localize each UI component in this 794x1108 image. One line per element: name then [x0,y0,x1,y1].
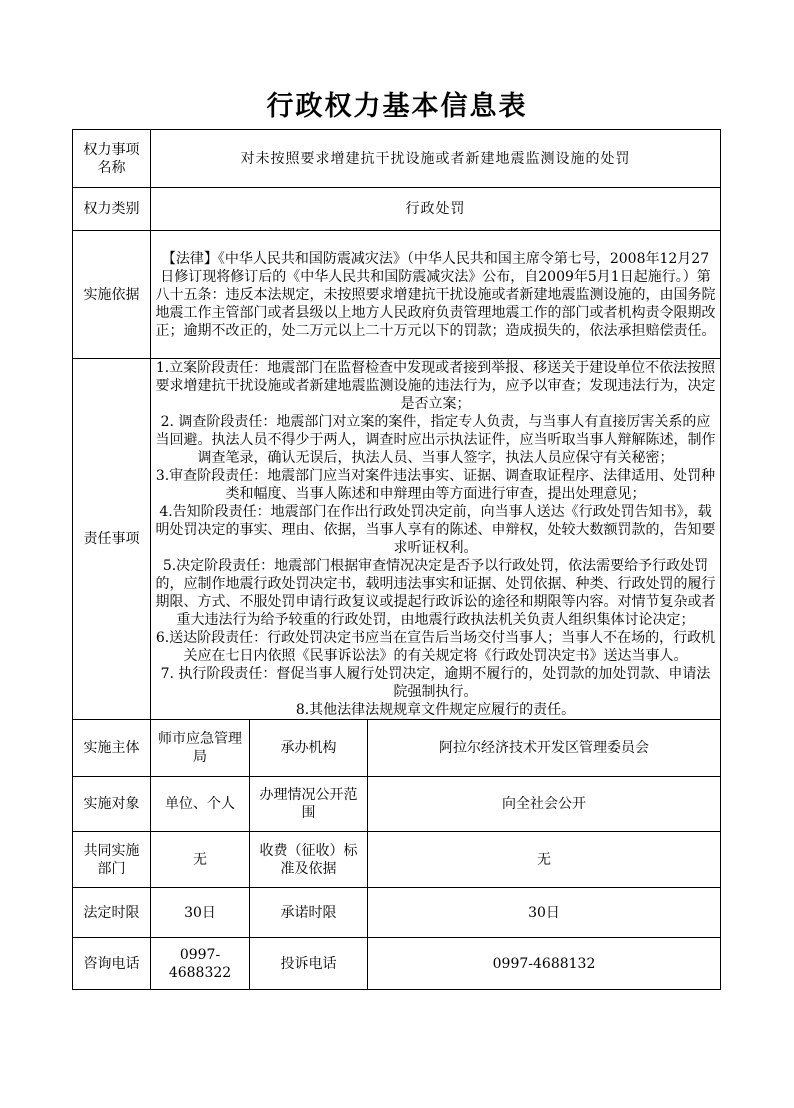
power-name-value: 对未按照要求增建抗干扰设施或者新建地震监测设施的处罚 [151,130,721,188]
legal-limit-label: 法定时限 [73,888,151,938]
responsibility-item-3: 3.审查阶段责任：地震部门应当对案件违法事实、证据、调查取证程序、法律适用、处罚种类和幅度、当事人陈述和申辩理由等方面进行审查，提出处理意见； [155,468,716,502]
responsibility-item-7: 7. 执行阶段责任：督促当事人履行处罚决定，逾期不履行的，处罚款的加处罚款、申请法院强制执行。 [160,666,711,700]
row-power-type [73,188,721,231]
row-joint [73,832,721,888]
disclosure-scope-label: 办理情况公开范围 [250,777,368,832]
legal-limit-value: 30日 [151,888,250,938]
row-limit [73,888,721,938]
promised-limit-value: 30日 [368,888,721,938]
joint-dept-label: 共同实施部门 [73,832,151,888]
responsibility-item-6: 6.送达阶段责任：行政处罚决定书应当在宣告后当场交付当事人；当事人不在场的，行政机关应在七日内依照《民事诉讼法》的有关规定将《行政处罚决定书》送达当事人。 [155,630,716,664]
disclosure-scope-value: 向全社会公开 [368,777,721,832]
subject-value: 师市应急管理局 [151,720,250,777]
responsibility-label: 责任事项 [73,359,151,720]
row-power-name [73,130,721,188]
joint-dept-value: 无 [151,832,250,888]
responsibility-item-2: 2. 调查阶段责任：地震部门对立案的案件，指定专人负责，与当事人有直接厉害关系的应当回避。执法人员不得少于两人，调查时应出示执法证件，应当听取当事人辩解陈述，制作调查笔录，确认无误后，执法人员、当事人签字，执法人员应保守有关秘密； [155,414,716,466]
promised-limit-label: 承诺时限 [250,888,368,938]
responsibility-item-1: 1.立案阶段责任：地震部门在监督检查中发现或者接到举报、移送关于建设单位不依法按照要求增建抗干扰设施或者新建地震监测设施的违法行为，应予以审查；发现违法行为，决定是否立案； [155,360,716,412]
fee-label: 收费（征收）标准及依据 [250,832,368,888]
row-basis [73,231,721,359]
responsibility-item-4: 4.告知阶段责任：地震部门在作出行政处罚决定前，向当事人送达《行政处罚告知书》，载明处罚决定的事实、理由、依据，当事人享有的陈述、申辩权，处较大数额罚款的，告知要求听证权利。 [155,504,716,556]
responsibility-item-5: 5.决定阶段责任：地震部门根据审查情况决定是否予以行政处罚，依法需要给予行政处罚的，应制作地震行政处罚决定书，载明违法事实和证据、处罚依据、种类、行政处罚的履行期限、方式、不服处罚申请行政复议或提起行政诉讼的途径和期限等内容。对情节复杂或者重大违法行为给予较重的行政处罚，由地震行政执法机关负责人组织集体讨论决定； [155,558,716,628]
complaint-phone-value: 0997-4688132 [368,938,721,990]
responsibility-list [151,359,721,720]
fee-value: 无 [368,832,721,888]
row-target [73,777,721,832]
row-phone [73,938,721,990]
consult-phone-label: 咨询电话 [73,938,151,990]
power-type-label: 权力类别 [73,188,151,231]
row-responsibility [73,359,721,720]
target-value: 单位、个人 [151,777,250,832]
complaint-phone-label: 投诉电话 [250,938,368,990]
info-table [72,129,721,990]
subject-label: 实施主体 [73,720,151,777]
consult-phone-value: 0997-4688322 [151,938,250,990]
target-label: 实施对象 [73,777,151,832]
basis-text: 【法律】《中华人民共和国防震减灾法》（中华人民共和国主席令第七号，2008年12月27日修订现将修订后的《中华人民共和国防震减灾法》公布，自2009年5月1日起施行。）第八十五条：违反本法规定，未按照要求增建抗干扰设施或者新建地震监测设施的，由国务院地震工作主管部门或者县级以上地方人民政府负责管理地震工作的部门或者机构责令限期改正；逾期不改正的，处二万元以上二十万元以下的罚款；造成损失的，依法承担赔偿责任。 [151,231,721,359]
basis-label: 实施依据 [73,231,151,359]
responsibility-item-8: 8.其他法律法规规章文件规定应履行的责任。 [295,702,576,718]
handling-agency-value: 阿拉尔经济技术开发区管理委员会 [368,720,721,777]
power-name-label: 权力事项名称 [73,130,151,188]
handling-agency-label: 承办机构 [250,720,368,777]
row-subject [73,720,721,777]
power-type-value: 行政处罚 [151,188,721,231]
page-title: 行政权力基本信息表 [266,91,528,122]
